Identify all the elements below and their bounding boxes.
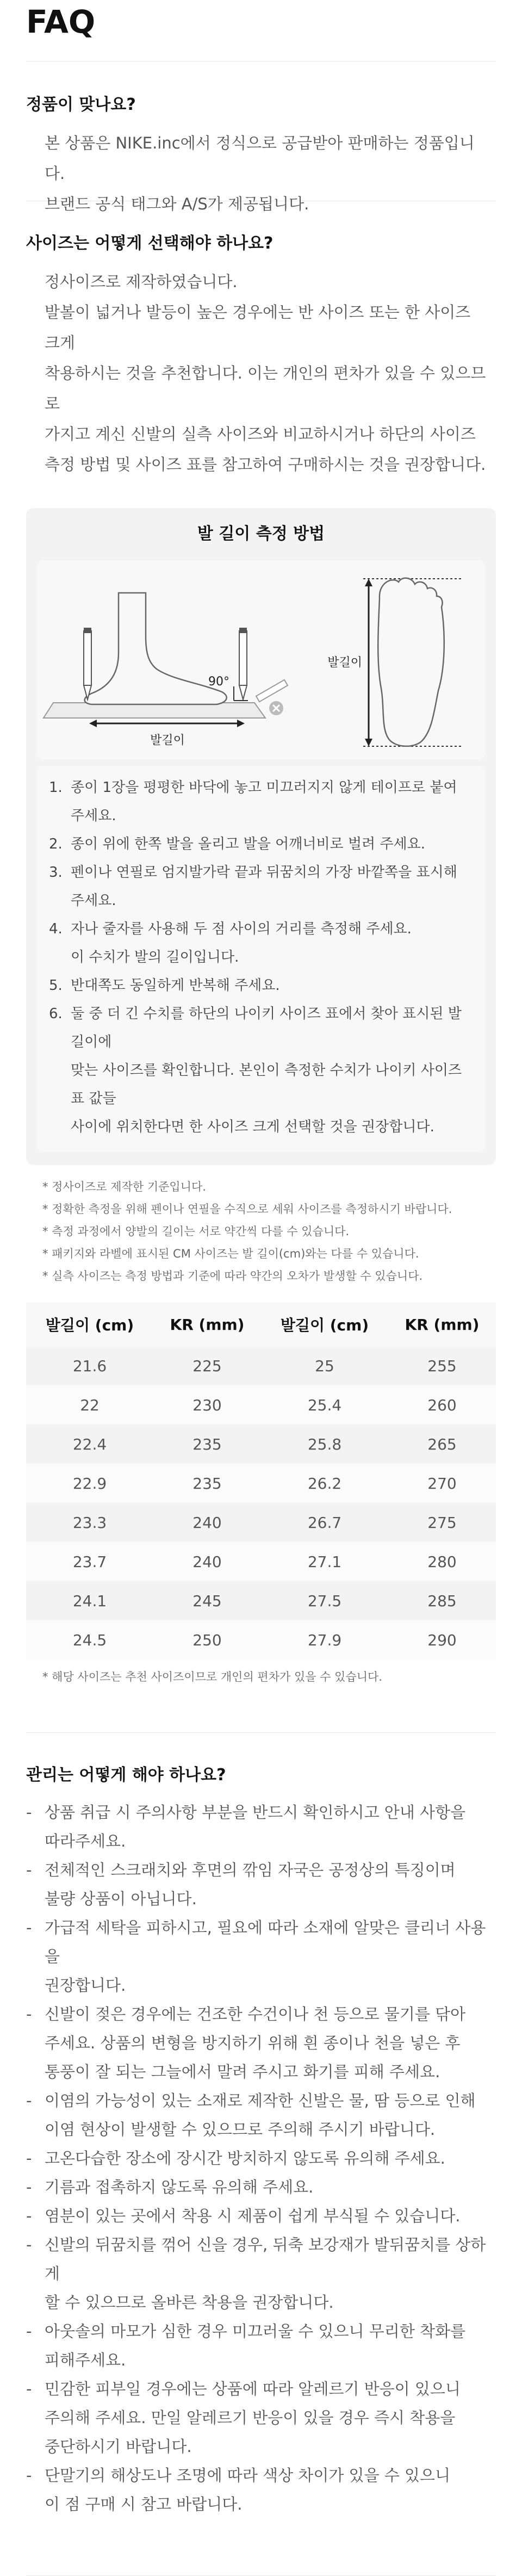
bullet-dash: - — [26, 1861, 32, 1879]
step-line: 맞는 사이즈를 확인합니다. 본인이 측정한 수치가 나이키 사이즈 표 값들 — [71, 1062, 462, 1107]
care-item — [26, 2173, 490, 2202]
step-number: 5. — [49, 977, 63, 994]
size-table-header — [26, 1303, 496, 1346]
left-pen-icon — [84, 628, 91, 699]
care-item-line: 신발의 뒤꿈치를 꺾어 신을 경우, 뒤축 보강재가 발뒤꿈치를 상하게 — [45, 2236, 486, 2283]
table-cell: 285 — [388, 1581, 496, 1620]
table-cell: 225 — [153, 1346, 261, 1385]
sole-foot-drawing — [378, 578, 444, 746]
care-item-line: 상품 취급 시 주의사항 부분을 반드시 확인하시고 안내 사항을 — [45, 1803, 466, 1822]
note-line: * 정사이즈로 제작한 기준입니다. — [42, 1180, 206, 1193]
answer-line: 측정 방법 및 사이즈 표를 참고하여 구매하시는 것을 권장합니다. — [45, 455, 486, 474]
faq-size-section — [26, 201, 496, 1732]
measure-step — [49, 830, 473, 858]
note-line: * 패키지와 라벨에 표시된 CM 사이즈는 발 길이(cm)와는 다를 수 있습니다. — [42, 1247, 419, 1260]
answer-line: 발볼이 넓거나 발등이 높은 경우에는 반 사이즈 또는 한 사이즈 크게 — [45, 303, 471, 352]
care-item — [26, 1856, 490, 1914]
table-cell: 22.9 — [26, 1464, 153, 1503]
faq-question: 사이즈는 어떻게 선택해야 하나요? — [26, 234, 274, 253]
care-item — [26, 2461, 490, 2519]
care-item-text — [45, 2173, 313, 2202]
step-text — [71, 915, 412, 971]
step-text: 펜이나 연필로 엄지발가락 끝과 뒤꿈치의 가장 바깥쪽을 표시해 주세요. — [71, 864, 457, 909]
care-item-line: 단말기의 해상도나 조명에 따라 색상 차이가 있을 수 있으니 — [45, 2466, 451, 2485]
measure-title: 발 길이 측정 방법 — [197, 524, 325, 543]
answer-line: 본 상품은 NIKE.inc에서 정식으로 공급받아 판매하는 정품입니다. — [45, 134, 475, 183]
measure-step — [49, 773, 473, 830]
step-number: 1. — [49, 779, 63, 796]
foot-length-label: 발길이 — [150, 734, 185, 747]
step-line: 둘 중 더 긴 수치를 하단의 나이키 사이즈 표에서 찾아 표시된 발 길이에 — [71, 1006, 462, 1050]
care-item-line: 신발이 젖은 경우에는 건조한 수건이나 천 등으로 물기를 닦아 — [45, 2005, 466, 2023]
right-pen-icon — [239, 628, 247, 699]
bullet-dash: - — [26, 2178, 32, 2196]
table-row — [26, 1581, 496, 1620]
care-item-line: 아웃솔의 마모가 심한 경우 미끄러울 수 있으니 무리한 착화를 — [45, 2322, 466, 2340]
step-text: 반대쪽도 동일하게 반복해 주세요. — [71, 977, 280, 994]
table-row — [26, 1464, 496, 1503]
step-number: 3. — [49, 864, 63, 881]
care-item — [26, 2375, 490, 2461]
table-cell: 25.4 — [261, 1385, 388, 1425]
column-header: KR (mm) — [153, 1303, 261, 1346]
care-item-line: 할 수 있으므로 올바른 착용을 권장합니다. — [45, 2293, 334, 2312]
note-line: * 측정 과정에서 양발의 길이는 서로 약간씩 다를 수 있습니다. — [42, 1225, 350, 1238]
bullet-dash: - — [26, 2380, 32, 2398]
bullet-dash: - — [26, 2091, 32, 2110]
table-cell: 21.6 — [26, 1346, 153, 1385]
step-text — [71, 1000, 473, 1141]
table-cell: 26.7 — [261, 1503, 388, 1542]
care-item-text — [45, 1856, 456, 1914]
step-number: 6. — [49, 1006, 63, 1022]
measure-illustration — [37, 560, 485, 759]
answer-line: 착용하시는 것을 추천합니다. 이는 개인의 편차가 있을 수 있으므로 — [45, 364, 486, 413]
table-cell: 240 — [153, 1503, 261, 1542]
table-row — [26, 1346, 496, 1385]
bullet-dash: - — [26, 2466, 32, 2485]
measure-notes — [26, 1165, 496, 1287]
measure-step — [49, 971, 473, 1000]
table-cell: 235 — [153, 1425, 261, 1464]
step-number: 2. — [49, 836, 63, 852]
care-item-line: 주의해 주세요. 만일 알레르기 반응이 있을 경우 즉시 착용을 — [45, 2408, 456, 2427]
table-cell: 265 — [388, 1425, 496, 1464]
faq-title: FAQ — [26, 3, 96, 40]
step-text: 종이 1장을 평평한 바닥에 놓고 미끄러지지 않게 테이프로 붙여 주세요. — [71, 779, 457, 824]
care-item — [26, 2144, 490, 2173]
table-cell: 27.1 — [261, 1542, 388, 1581]
table-cell: 260 — [388, 1385, 496, 1425]
table-cell: 24.1 — [26, 1581, 153, 1620]
step-line: 사이에 위치한다면 한 사이즈 크게 선택할 것을 권장합니다. — [71, 1119, 434, 1135]
bullet-dash: - — [26, 2149, 32, 2168]
faq-care-section — [26, 1733, 496, 2575]
care-item — [26, 2231, 490, 2317]
care-item — [26, 2317, 490, 2375]
faq-authentic-section — [26, 61, 496, 213]
measure-steps — [37, 766, 485, 1152]
care-item-line: 주세요. 상품의 변형을 방지하기 위해 흰 종이나 천을 넣은 후 — [45, 2034, 461, 2052]
care-item-text — [45, 2461, 450, 2519]
faq-answer — [26, 267, 496, 480]
care-item-text — [45, 2086, 476, 2144]
wrong-pen-icon — [256, 680, 288, 715]
care-item-line: 피해주세요. — [45, 2351, 126, 2369]
foot-measure-guide — [26, 508, 496, 1165]
bullet-dash: - — [26, 2207, 32, 2225]
sole-length-label: 발길이 — [327, 656, 362, 670]
step-line: 자나 줄자를 사용해 두 점 사이의 거리를 측정해 주세요. — [71, 921, 412, 937]
table-cell: 270 — [388, 1464, 496, 1503]
care-item-text — [45, 2144, 445, 2173]
table-row — [26, 1620, 496, 1659]
table-row — [26, 1542, 496, 1581]
faq-question: 정품이 맞나요? — [26, 95, 136, 114]
measure-step — [49, 915, 473, 971]
angle-label: 90° — [208, 675, 229, 689]
care-item-line: 전체적인 스크래치와 후면의 깎임 자국은 공정상의 특징이며 — [45, 1861, 456, 1879]
column-header: 발길이 (cm) — [261, 1303, 388, 1346]
table-cell: 22 — [26, 1385, 153, 1425]
table-cell: 255 — [388, 1346, 496, 1385]
care-item — [26, 2000, 490, 2086]
care-item — [26, 2086, 490, 2144]
side-foot-drawing — [85, 593, 227, 704]
table-cell: 22.4 — [26, 1425, 153, 1464]
care-item-text — [45, 2231, 490, 2317]
care-item-line: 염분이 있는 곳에서 착용 시 제품이 쉽게 부식될 수 있습니다. — [45, 2207, 461, 2225]
table-cell: 290 — [388, 1620, 496, 1659]
care-item-line: 중단하시기 바랍니다. — [45, 2437, 192, 2456]
step-number: 4. — [49, 921, 63, 937]
care-item-text — [45, 2375, 461, 2461]
bullet-dash: - — [26, 2005, 32, 2023]
care-item-line: 가급적 세탁을 피하시고, 필요에 따라 소재에 알맞은 클리너 사용을 — [45, 1918, 486, 1966]
note-line: * 실측 사이즈는 측정 방법과 기준에 따라 약간의 오차가 발생할 수 있습니다. — [42, 1270, 423, 1283]
table-cell: 25 — [261, 1346, 388, 1385]
step-text: 종이 위에 한쪽 발을 올리고 발을 어깨너비로 벌려 주세요. — [71, 836, 426, 852]
care-item-line: 이염 현상이 발생할 수 있으므로 주의해 주시기 바랍니다. — [45, 2120, 436, 2139]
table-cell: 25.8 — [261, 1425, 388, 1464]
care-item-text — [45, 1798, 465, 1856]
answer-line: 가지고 계신 신발의 실측 사이즈와 비교하시거나 하단의 사이즈 — [45, 425, 476, 443]
table-cell: 24.5 — [26, 1620, 153, 1659]
care-item-line: 민감한 피부일 경우에는 상품에 따라 알레르기 반응이 있으니 — [45, 2380, 461, 2398]
care-item-line: 기름과 접촉하지 않도록 유의해 주세요. — [45, 2178, 314, 2196]
bullet-dash: - — [26, 2236, 32, 2254]
faq-question: 관리는 어떻게 해야 하나요? — [26, 1766, 226, 1785]
care-item-text — [45, 2202, 461, 2231]
table-row — [26, 1425, 496, 1464]
care-item-text — [45, 2000, 465, 2086]
care-item-line: 이 점 구매 시 참고 바랍니다. — [45, 2495, 243, 2513]
table-cell: 235 — [153, 1464, 261, 1503]
bullet-dash: - — [26, 1918, 32, 1937]
care-item — [26, 2202, 490, 2231]
care-list — [26, 1798, 496, 2519]
foot-measure-illustration — [37, 560, 485, 759]
care-item-line: 따라주세요. — [45, 1832, 126, 1850]
size-table-note: * 해당 사이즈는 추천 사이즈이므로 개인의 편차가 있을 수 있습니다. — [42, 1670, 382, 1683]
table-cell: 27.9 — [261, 1620, 388, 1659]
note-line: * 정확한 측정을 위해 펜이나 연필을 수직으로 세워 사이즈를 측정하시기 바랍니다. — [42, 1203, 452, 1216]
care-item-line: 통풍이 잘 되는 그늘에서 말려 주시고 화기를 피해 주세요. — [45, 2063, 440, 2081]
table-cell: 245 — [153, 1581, 261, 1620]
care-item-line: 불량 상품이 아닙니다. — [45, 1890, 197, 1908]
table-cell: 250 — [153, 1620, 261, 1659]
care-item-line: 이염의 가능성이 있는 소재로 제작한 신발은 물, 땀 등으로 인해 — [45, 2091, 476, 2110]
measure-step — [49, 1000, 473, 1141]
table-cell: 240 — [153, 1542, 261, 1581]
table-cell: 275 — [388, 1503, 496, 1542]
table-cell: 23.3 — [26, 1503, 153, 1542]
care-item — [26, 1798, 490, 1856]
table-cell: 23.7 — [26, 1542, 153, 1581]
care-item-text — [45, 1914, 490, 2000]
bullet-dash: - — [26, 1803, 32, 1822]
measure-step — [49, 858, 473, 915]
step-line: 이 수치가 발의 길이입니다. — [71, 949, 239, 965]
table-cell: 26.2 — [261, 1464, 388, 1503]
column-header: KR (mm) — [388, 1303, 496, 1346]
care-item — [26, 1914, 490, 2000]
bullet-dash: - — [26, 2322, 32, 2340]
size-table — [26, 1303, 496, 1659]
table-cell: 27.5 — [261, 1581, 388, 1620]
care-item-line: 고온다습한 장소에 장시간 방치하지 않도록 유의해 주세요. — [45, 2149, 445, 2168]
table-row — [26, 1385, 496, 1425]
column-header: 발길이 (cm) — [26, 1303, 153, 1346]
answer-line: 정사이즈로 제작하였습니다. — [45, 273, 238, 291]
care-item-line: 권장합니다. — [45, 1976, 126, 1995]
table-cell: 280 — [388, 1542, 496, 1581]
care-item-text — [45, 2317, 465, 2375]
table-row — [26, 1503, 496, 1542]
answer-line: 브랜드 공식 태그와 A/S가 제공됩니다. — [45, 195, 309, 213]
table-cell: 230 — [153, 1385, 261, 1425]
